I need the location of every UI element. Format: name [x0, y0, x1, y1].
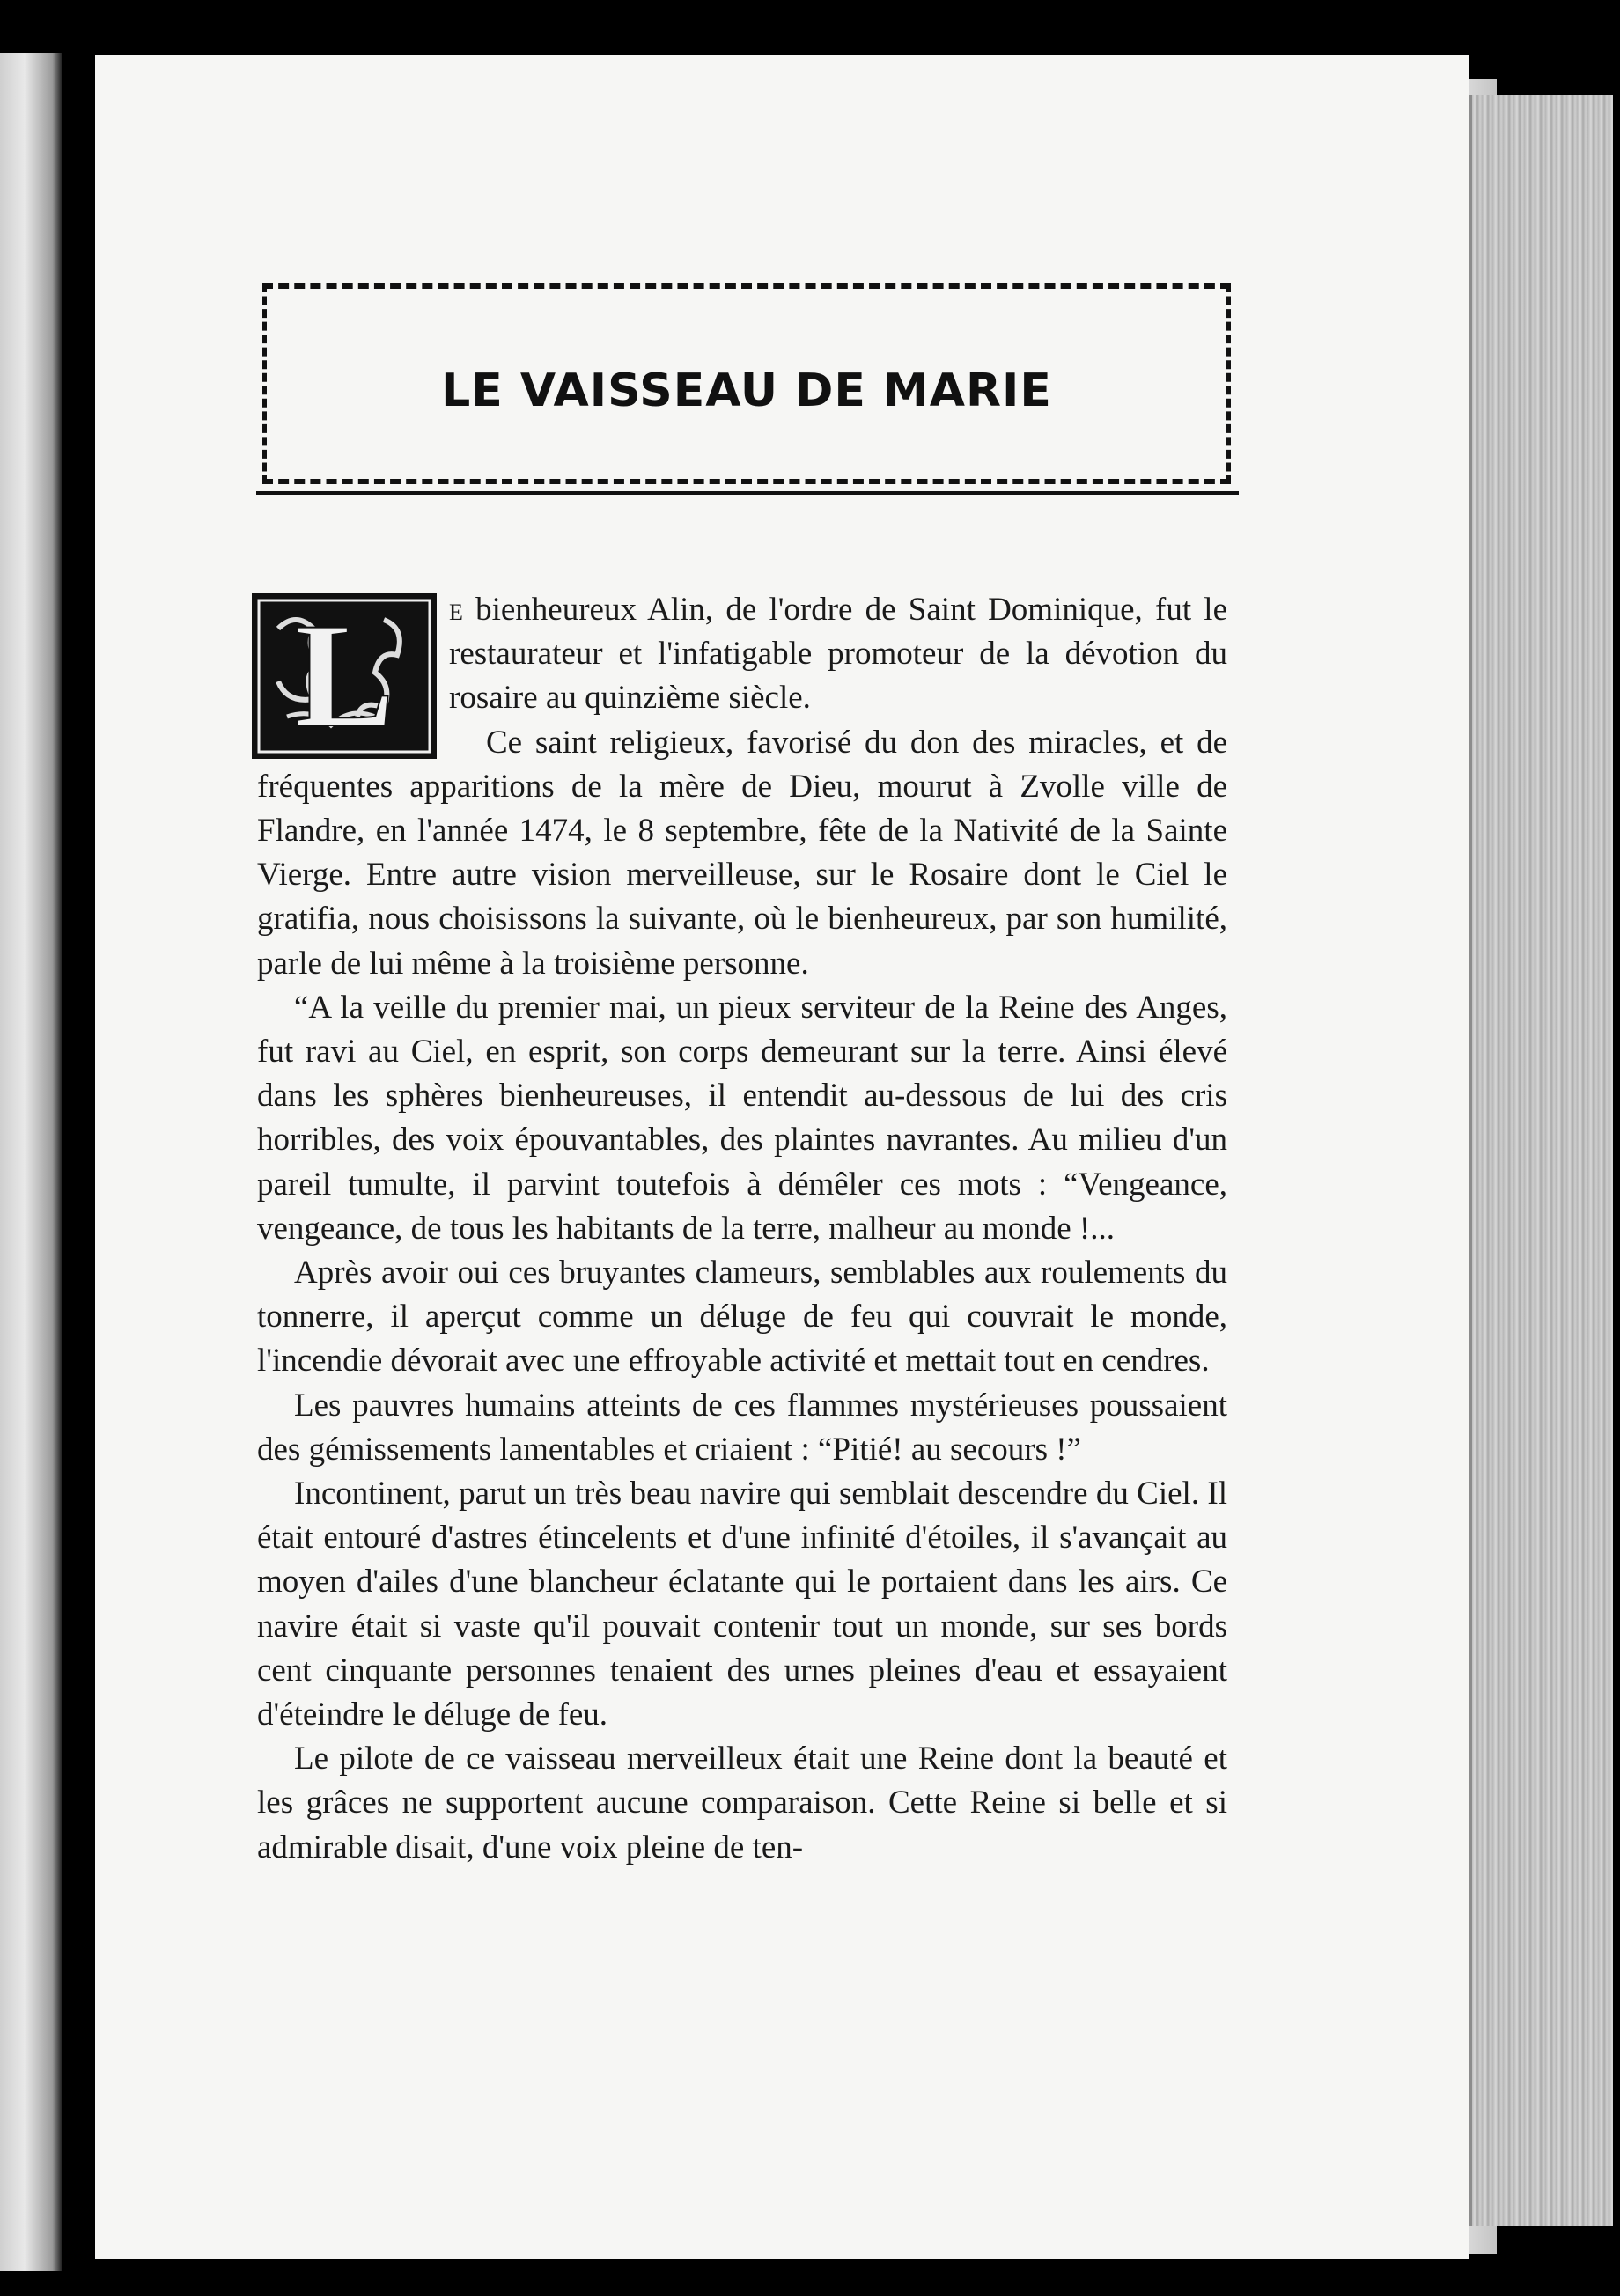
dropcap-continuation: e [449, 592, 463, 628]
paragraph-4: Après avoir oui ces bruyantes clameurs, semblables aux roulements du tonnerre, il aperçut comme un déluge de feu qui couvrait le monde, l'incendie dévorait avec une effroyable activité et mettait tout en cendres. [257, 1255, 1227, 1380]
paragraph-7: Le pilote de ce vaisseau merveilleux était une Reine dont la beauté et les grâces ne supportent aucune comparaison. Cette Reine si belle et si admirable disait, d'une voix pleine de ten- [257, 1740, 1227, 1866]
ornamental-dropcap [252, 593, 437, 759]
paragraph-6: Incontinent, parut un très beau navire qui semblait descendre du Ciel. Il était entouré d'astres étincelents et d'une infinité d'étoiles, il s'avançait au moyen d'ailes d'une blancheur éclatante qui le portaient dans les airs. Ce navire était si vaste qu'il pouvait contenir tout un monde, sur ses bords cent cinquante personnes tenaient des urnes pleines d'eau et essayaient d'éteindre le déluge de feu. [257, 1475, 1227, 1733]
previous-page-edge [0, 53, 62, 2271]
title-frame [262, 283, 1231, 484]
dropcap-ornament-icon [252, 593, 437, 759]
chapter-title: LE VAISSEAU DE MARIE [441, 364, 1052, 417]
body-text [257, 588, 1227, 1870]
paragraph-1 [257, 588, 1227, 758]
paragraph-5: Les pauvres humains atteints de ces flammes mystérieuses poussaient des gémissements lamentables et criaient : “Pitié! au secours !” [257, 1387, 1227, 1468]
paragraph-3: “A la veille du premier mai, un pieux serviteur de la Reine des Anges, fut ravi au Ciel, en esprit, son corps demeurant sur la terre. Ainsi élevé dans les sphères bienheureuses, il entendit au-dessous de lui des cris horribles, des voix épouvantables, des plaintes navrantes. Au milieu d'un pareil tumulte, il parvint toutefois à démêler ces mots : “Vengeance, vengeance, de tous les habitants de la terre, malheur au monde !... [257, 989, 1227, 1247]
paragraph-2: Ce saint religieux, favorisé du don des miracles, et de fréquentes apparitions de la mère de Dieu, mourut à Zvolle ville de Flandre, en l'année 1474, le 8 septembre, fête de la Nativité de la Sainte Vierge. Entre autre vision merveilleuse, sur le Rosaire dont le Ciel le gratifia, nous choisissons la suivante, où le bienheureux, par son humilité, parle de lui même à la troisième personne. [257, 724, 1227, 982]
page-stack-edges [1469, 95, 1613, 2226]
paragraph-1-text: bienheureux Alin, de l'ordre de Saint Dominique, fut le restaurateur et l'infatigable promoteur de la dévotion du rosaire au quinzième siècle. [449, 592, 1227, 717]
svg-text:L: L [294, 593, 394, 758]
